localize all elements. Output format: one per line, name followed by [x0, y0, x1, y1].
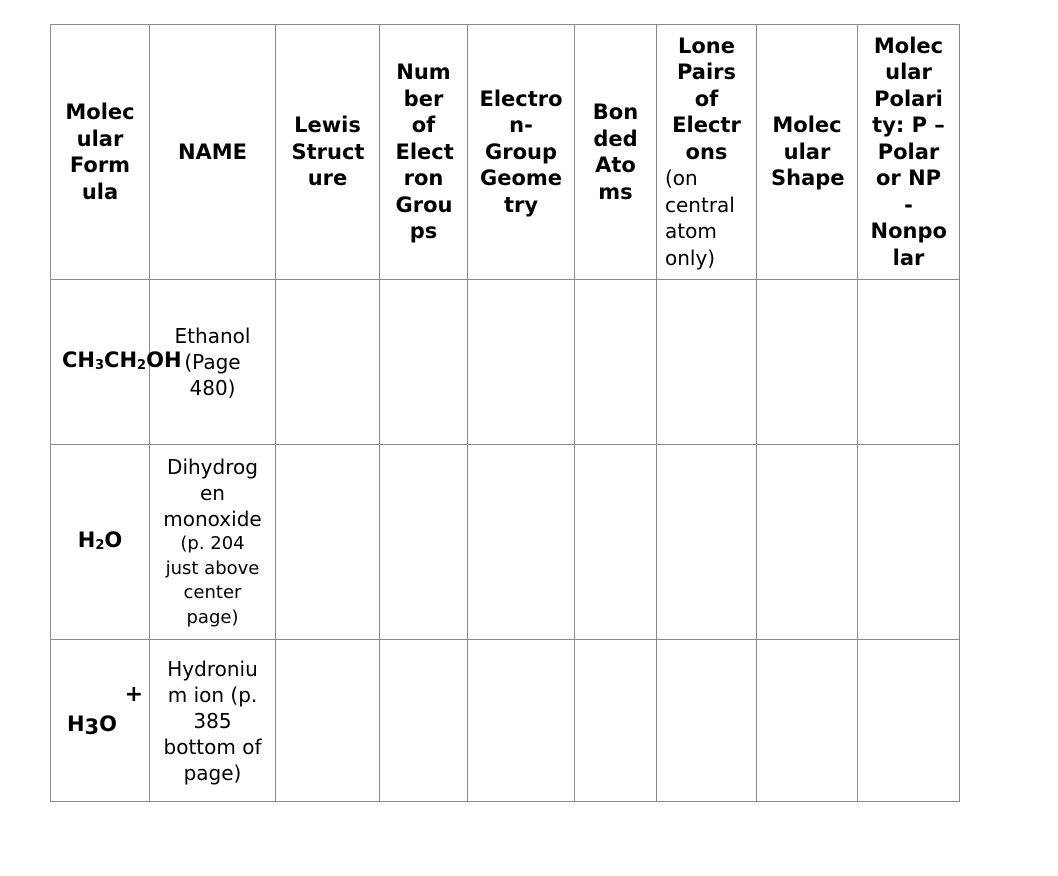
molecule-worksheet-table: [50, 24, 960, 802]
lewis-structure-answer[interactable]: [276, 640, 380, 802]
electron-geometry-answer[interactable]: [468, 640, 575, 802]
lone-pairs-answer[interactable]: [657, 445, 757, 640]
electron-groups-answer[interactable]: [380, 445, 468, 640]
header-lone-pairs: [657, 25, 757, 280]
table-row: [51, 445, 960, 640]
lone-pairs-answer[interactable]: [657, 280, 757, 445]
table-row: [51, 640, 960, 802]
header-lewis-structure: Lewis Struct ure: [276, 25, 380, 280]
molecular-shape-answer[interactable]: [757, 280, 858, 445]
molecular-shape-answer[interactable]: [757, 640, 858, 802]
electron-groups-answer[interactable]: [380, 640, 468, 802]
molecular-shape-answer[interactable]: [757, 445, 858, 640]
table-row: [51, 280, 960, 445]
header-bonded-atoms: Bon ded Ato ms: [575, 25, 657, 280]
formula-cell: $H_2O$: [51, 445, 150, 640]
name-cell: Hydroniu m ion (p. 385 bottom of page): [150, 640, 276, 802]
bonded-atoms-answer[interactable]: [575, 445, 657, 640]
header-row: [51, 25, 960, 280]
header-molecular-polarity: Molec ular Polari ty: P – Polar or NP - Nonpo lar: [858, 25, 960, 280]
electron-groups-answer[interactable]: [380, 280, 468, 445]
header-electron-group-geometry: Electro n- Group Geome try: [468, 25, 575, 280]
lewis-structure-answer[interactable]: [276, 280, 380, 445]
lone-pairs-answer[interactable]: [657, 640, 757, 802]
electron-geometry-answer[interactable]: [468, 445, 575, 640]
lone-pairs-title: Lone Pairs of Electr ons: [672, 33, 741, 164]
polarity-answer[interactable]: [858, 640, 960, 802]
polarity-answer[interactable]: [858, 280, 960, 445]
lone-pairs-note: (on central atom only): [665, 166, 735, 270]
name-cell: Dihydrog en monoxide (p. 204 just above center page): [150, 445, 276, 640]
name-cell: Ethanol (Page 480): [150, 280, 276, 445]
header-molecular-shape: Molec ular Shape: [757, 25, 858, 280]
header-molecular-formula: Molec ular Form ula: [51, 25, 150, 280]
charge-symbol: +: [124, 681, 144, 707]
header-name: NAME: [150, 25, 276, 280]
lewis-structure-answer[interactable]: [276, 445, 380, 640]
electron-geometry-answer[interactable]: [468, 280, 575, 445]
polarity-answer[interactable]: [858, 445, 960, 640]
formula-cell: $H_3O$ +: [51, 640, 150, 802]
header-number-of-electron-groups: Num ber of Elect ron Grou ps: [380, 25, 468, 280]
bonded-atoms-answer[interactable]: [575, 640, 657, 802]
formula-cell: $CH_3CH_2OH$: [51, 280, 150, 445]
bonded-atoms-answer[interactable]: [575, 280, 657, 445]
